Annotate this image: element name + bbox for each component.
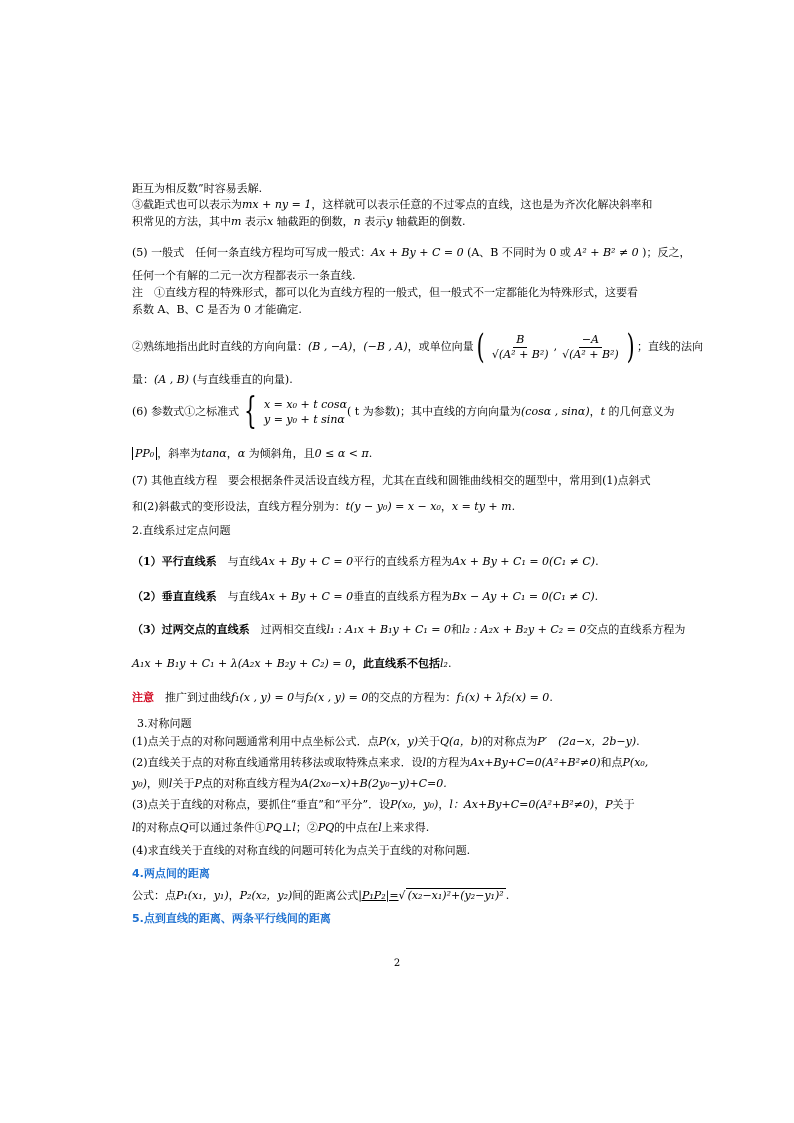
formula: Ax+By+C=0(A²+B²≠0) [470, 756, 601, 769]
section-heading [132, 523, 231, 539]
text-span: ， [228, 889, 240, 902]
text-span: 的交点的方程为： [368, 691, 457, 704]
text-span: 轴截距的倒数. [392, 215, 466, 228]
text-span: (与直线垂直的向量). [189, 373, 293, 386]
formula: (A , B) [154, 373, 190, 386]
text-span: . [511, 500, 516, 513]
variable: x [266, 215, 274, 228]
variable: P [605, 798, 613, 811]
formula: t(y − y₀) = x − x₀ [345, 500, 441, 513]
formula: (cosα , sinα) [521, 405, 590, 418]
variable: y [386, 215, 393, 228]
text-span: ，这样就可以表示任意的不过零点的直线，这也是为齐次化解决斜率和 [311, 198, 653, 211]
formula: P′ (2a−x，2b−y) [537, 735, 637, 748]
text-span: 关于 [418, 735, 440, 748]
text-span: . [636, 735, 640, 748]
variable: l [132, 821, 136, 834]
text-span: . [594, 590, 599, 603]
text-span: ， [226, 447, 238, 460]
text-span: 与直线 [227, 590, 261, 603]
text-span: . [549, 691, 553, 704]
text-span: （3）过两交点的直线系 [132, 623, 250, 636]
text-line [132, 302, 302, 318]
text-span: . [368, 447, 373, 460]
section-heading [137, 716, 192, 732]
fraction [559, 333, 622, 362]
text-line [132, 473, 651, 489]
fraction [489, 333, 552, 362]
text-line [132, 797, 635, 813]
text-span: 关于 [172, 777, 195, 790]
variable: l [378, 821, 382, 834]
text-span: 2.直线系过定点问题 [132, 524, 231, 537]
text-span: ， [594, 798, 606, 811]
text-span: （2） [132, 590, 162, 603]
text-span: 的中点在 [334, 821, 379, 834]
text-span: ，则 [146, 777, 169, 790]
text-line [132, 499, 515, 515]
text-span: 系数 A、B、C 是否为 0 才能确定. [132, 303, 302, 316]
note-label: 注意 [132, 691, 154, 704]
text-span: 平行直线系 [161, 555, 217, 568]
formula: x = ty + m [451, 500, 512, 513]
formula: Ax + By + C = 0 [260, 555, 354, 568]
fraction-denominator: √(A² + B²) [562, 347, 619, 361]
formula: l₂ [440, 657, 448, 670]
text-span: 为倾斜角，且 [245, 447, 315, 460]
page-number: 2 [393, 958, 401, 969]
text-span: 距互为相反数”时容易丢解. [132, 182, 263, 195]
formula: P₂(x₂，y₂) [239, 889, 293, 902]
text-span: 交点的直线系方程为 [586, 623, 686, 636]
text-span: 垂直的直线系方程为 [353, 590, 453, 603]
text-span: ，斜率为 [157, 447, 202, 460]
text-span: )；反之， [638, 246, 691, 259]
formula: f₁(x) + λf₂(x) = 0 [456, 691, 550, 704]
fraction-denominator: √(A² + B²) [491, 347, 549, 361]
text-span: 上来求得. [381, 821, 430, 834]
text-span: (5) 一般式 任何一条直线方程均可写成一般式： [132, 246, 372, 259]
text-span: 量： [132, 373, 154, 386]
text-span: ③截距式也可以表示为 [132, 198, 242, 211]
text-span: 过两相交直线 [260, 623, 327, 636]
text-line [132, 197, 652, 213]
text-span: 可以通过条件① [188, 821, 266, 834]
formula: l₂ : A₂x + B₂y + C₂ = 0 [462, 623, 587, 636]
text-line [132, 285, 638, 301]
text-line [132, 391, 675, 432]
text-span: 3.对称问题 [137, 717, 192, 730]
text-line [132, 589, 598, 605]
formula: Ax + By + C = 0 [260, 590, 354, 603]
text-span: . [505, 889, 510, 902]
formula: Ax + By + C = 0 [371, 246, 464, 259]
formula: Bx − Ay + C₁ = 0(C₁ ≠ C) [452, 590, 595, 603]
text-span: 5.点到直线的距离、两条平行线间的距离 [132, 912, 331, 925]
formula: mx + ny = 1 [242, 198, 312, 211]
formula: (B , −A) [308, 340, 353, 353]
text-span: ， [438, 798, 450, 811]
text-span: 表示 [360, 215, 387, 228]
text-span: . [595, 555, 599, 568]
variable: l [422, 756, 427, 769]
text-span: （1） [132, 555, 162, 568]
section-heading [132, 911, 331, 927]
equation-system [264, 397, 347, 427]
equation-row: y = y₀ + t sinα [263, 413, 345, 426]
text-line [132, 446, 372, 462]
text-span: 注 ①直线方程的特殊形式，都可以化为直线方程的一般式，但一般式不一定都能化为特殊形式，这要看 [132, 286, 638, 299]
formula: PQ⊥l [265, 821, 296, 834]
formula: (−B , A) [363, 340, 408, 353]
text-span: 垂直直线系 [161, 590, 217, 603]
formula: tanα [201, 447, 227, 460]
text-line [132, 776, 447, 792]
text-line [132, 690, 553, 706]
text-line [132, 245, 690, 261]
formula: P(x₀，y₀) [390, 798, 439, 811]
text-span: (3)点关于直线的对称点，要抓住“垂直”和“平分”．设 [132, 798, 391, 811]
formula: |P₁P₂|= [358, 889, 399, 902]
text-span: ②熟练地指出此时直线的方向向量： [132, 340, 308, 353]
formula: A(2x₀−x)+B(2y₀−y)+C=0. [300, 777, 447, 790]
formula: P(x，y) [378, 735, 418, 748]
text-line [132, 755, 648, 771]
sqrt-sign: √ [398, 889, 406, 902]
section-heading [132, 866, 210, 882]
formula: l₁ : A₁x + B₁y + C₁ = 0 [326, 623, 452, 636]
text-span: . [447, 657, 452, 670]
text-span: (1)点关于点的对称问题通常利用中点坐标公式．点 [132, 735, 379, 748]
formula: f₂(x , y) = 0 [305, 691, 369, 704]
text-line [132, 554, 599, 570]
text-span: ， [352, 340, 364, 353]
text-line [132, 734, 640, 750]
text-span: 的几何意义为 [605, 405, 675, 418]
right-paren: ) [626, 327, 635, 367]
text-span: 与 [294, 691, 306, 704]
text-span: ( t 为参数)；其中直线的方向向量为 [347, 405, 521, 418]
text-line [132, 820, 429, 836]
formula: P(x₀, [622, 756, 649, 769]
text-span: (A、B 不同时为 0 或 [463, 246, 575, 259]
variable: t [600, 405, 606, 418]
text-span: 和点 [600, 756, 623, 769]
text-span: 和 [451, 623, 463, 636]
fraction-numerator: −A [579, 333, 602, 348]
formula: A² + B² ≠ 0 [574, 246, 639, 259]
variable: α [237, 447, 246, 460]
formula: Ax + By + C₁ = 0(C₁ ≠ C) [452, 555, 596, 568]
text-span: 4.两点间的距离 [132, 867, 210, 880]
variable: m [231, 215, 242, 228]
left-paren: ( [476, 327, 485, 367]
formula: A₁x + B₁y + C₁ + λ(A₂x + B₂y + C₂) = 0 [132, 657, 352, 670]
text-span: 与直线 [227, 555, 261, 568]
text-line [132, 181, 262, 197]
text-line: ②熟练地指出此时直线的方向向量：(B , −A)，(−B , A)，或单位向量( $\frac{B}{\text{√(A² + B²)}}$ , $\frac{-A}{\text{√(A² + B²)}}$ ) ；直线的法向 [132, 327, 703, 367]
formula: P₁(x₁，y₁) [176, 889, 229, 902]
formula: (x₂−x₁)²+(y₂−y₁)² [407, 889, 504, 902]
text-span: (4)求直线关于直线的对称直线的问题可转化为点关于直线的对称问题. [132, 844, 471, 857]
text-span: 公式：点 [132, 889, 176, 902]
text-span: ；② [295, 821, 318, 834]
text-span: 点的对称直线方程为 [201, 777, 301, 790]
text-span: 积常见的方法，其中 [132, 215, 231, 228]
text-span: 的对称点为 [482, 735, 538, 748]
formula: 0 ≤ α < π [314, 447, 369, 460]
variable: Q [179, 821, 189, 834]
equation-row: x = x₀ + t cosα [263, 398, 347, 411]
text-line [132, 656, 451, 672]
text-line [132, 372, 293, 388]
text-line [132, 622, 685, 638]
formula: PQ [317, 821, 335, 834]
text-span: (2)直线关于点的对称直线通常用转移法或取特殊点来求．设 [132, 756, 423, 769]
formula: l：Ax+By+C=0(A²+B²≠0) [449, 798, 595, 811]
variable: l [168, 777, 173, 790]
formula: Q(a，b) [440, 735, 483, 748]
variable: n [353, 215, 361, 228]
text-span: 表示 [241, 215, 267, 228]
text-line [132, 843, 470, 859]
text-span: 的对称点 [135, 821, 180, 834]
text-span: 推广到过曲线 [165, 691, 231, 704]
text-span: ， [440, 500, 452, 513]
text-span: 和(2)斜截式的变形设法，直线方程分别为： [132, 500, 346, 513]
variable: P [194, 777, 202, 790]
text-span: (7) 其他直线方程 要会根据条件灵活设直线方程，尤其在直线和圆锥曲线相交的题型中，常用到(1)点斜式 [132, 474, 651, 487]
text-span: 任何一个有解的二元一次方程都表示一条直线. [132, 269, 356, 282]
text-span: ；直线的法向 [637, 340, 703, 353]
text-line [132, 268, 356, 284]
left-brace: { [244, 391, 257, 432]
formula: y₀) [132, 777, 147, 790]
text-span: 轴截距的倒数， [273, 215, 354, 228]
text-span: 关于 [612, 798, 635, 811]
text-span: ，此直线系不包括 [352, 657, 440, 670]
fraction-numerator: B [513, 333, 527, 348]
text-span: 间的距离公式 [292, 889, 359, 902]
text-span: (6) 参数式①之标准式 [132, 405, 240, 418]
formula: f₁(x , y) = 0 [231, 691, 295, 704]
text-line [132, 888, 509, 904]
text-span: 平行的直线系方程为 [353, 555, 453, 568]
text-span: ， [589, 405, 601, 418]
formula: PP₀ [132, 447, 157, 460]
text-span: ，或单位向量 [407, 340, 474, 353]
text-span: 的方程为 [426, 756, 471, 769]
text-line [132, 214, 465, 230]
